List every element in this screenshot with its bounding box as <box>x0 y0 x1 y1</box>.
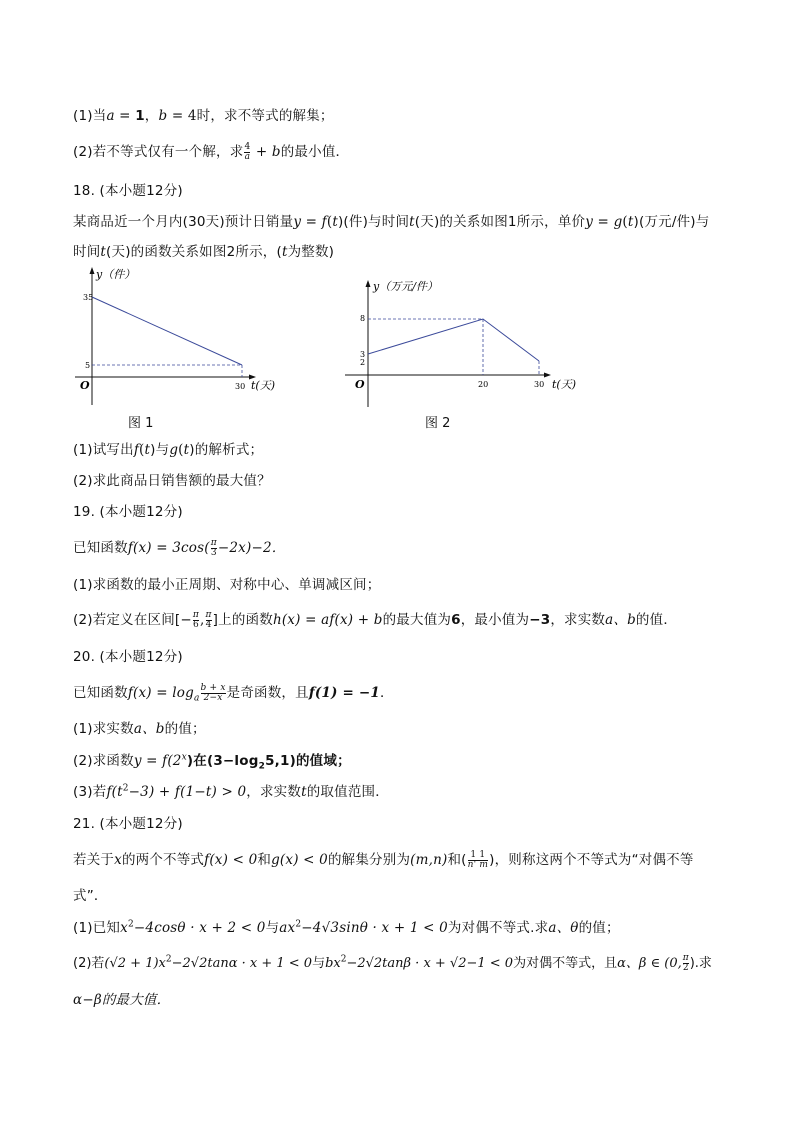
q20-part3: (3)若$f(t^2-3) + f(1-t) > 0$，求实数t的取值范围． <box>73 783 389 800</box>
fig2-y-arrow <box>366 280 371 287</box>
q18-stem-line2: 时间t(天)的函数关系如图2所示，(t为整数) <box>73 244 335 260</box>
q18-part2: (2)求此商品日销售额的最大值？ <box>73 473 271 489</box>
fig2-origin: O <box>355 378 365 391</box>
fig2-caption: 图 2 <box>425 416 451 431</box>
q21-stem-line1: 若关于x的两个不等式f(x) < 0和g(x) < 0的解集分别为(m,n)和( $\frac{1 1}{n' m}$ )，则称这两个不等式为“对偶不等 <box>73 849 694 870</box>
fig2-xlabel: t(天) <box>552 378 577 391</box>
fig1-ylabel: y（件） <box>96 268 136 281</box>
q19-header: 19. (本小题12分) <box>73 504 183 520</box>
fig2-x-arrow <box>544 373 551 378</box>
q21-part2: (2)若$(√2 + 1)x^2-2√2\tan\alpha \cdot x + 1 < 0$与$bx^2-2√2\tan\beta \cdot x + √2-1 < 0$为对偶不等式，且α、β ∈ (0, $\frac{\pi}{2}$ ).求 <box>73 953 712 973</box>
fig2-tick-20: 20 <box>478 380 489 389</box>
q19-part2: (2)若定义在区间[− $\frac{\pi}{6}$ , $\frac{\pi}{4}$ ]上的函数h(x) = af(x) + b的最大值为6，最小值为−3，求实数a、b的值． <box>73 609 678 630</box>
figure-2 <box>335 275 585 410</box>
q20-header: 20. (本小题12分) <box>73 649 183 665</box>
fig2-tick-8: 8 <box>360 314 366 323</box>
q19-part1: (1)求函数的最小正周期、对称中心、单调减区间； <box>73 577 381 593</box>
q17-part2: (2)若不等式仅有一个解，求 $\frac{4}{a}$ + b的最小值． <box>73 141 350 162</box>
q21-stem-line2: 式”． <box>73 888 108 904</box>
q20-part2: (2)求函数$y = f(2^x)$在$(3-\log_25,1)$的值域； <box>73 752 351 772</box>
q18-stem-line1: 某商品近一个月内(30天)预计日销量y = f(t)(件)与时间t(天)的关系如图1所示，单价y = g(t)(万元/件)与 <box>73 214 710 230</box>
fig2-price-line <box>368 319 539 361</box>
fig1-origin: O <box>80 379 90 392</box>
q18-part1: (1)试写出f(t)与g(t)的解析式； <box>73 442 264 458</box>
q20-part1: (1)求实数a、b的值； <box>73 721 206 737</box>
fig1-y-arrow <box>90 267 95 274</box>
q18-header: 18. (本小题12分) <box>73 183 183 199</box>
fig1-tick-30: 30 <box>235 382 246 391</box>
q21-header: 21. (本小题12分) <box>73 816 183 832</box>
fig1-tick-35: 35 <box>83 293 94 302</box>
fig1-tick-5: 5 <box>85 361 91 370</box>
q21-part1: (1)已知$x^2-4\cos\theta \cdot x + 2 < 0$与$ax^2-4√3\sin\theta \cdot x + 1 < 0$为对偶不等式.求a、θ的值； <box>73 919 620 936</box>
fig2-tick-30: 30 <box>534 380 545 389</box>
fig2-tick-3: 3 <box>360 350 366 359</box>
q20-stem: 已知函数$f(x) = \log_a$ $\frac{b + x}{2-x}$ 是奇函数，且f(1) = −1． <box>73 682 394 704</box>
fig2-tick-2: 2 <box>360 358 366 367</box>
figure-1 <box>70 265 290 410</box>
q21-part2-line2: α−β的最大值． <box>73 992 171 1008</box>
q17-part1: (1)当a = 1，b = 4时，求不等式的解集； <box>73 108 334 124</box>
fig1-caption: 图 1 <box>128 416 154 431</box>
fig1-xlabel: t(天) <box>251 379 276 392</box>
fig1-sales-line <box>92 297 242 365</box>
q19-stem: 已知函数f(x) = 3cos( $\frac{\pi}{3}$ −2x)−2． <box>73 537 286 558</box>
fig2-ylabel: y（万元/件） <box>373 280 438 293</box>
